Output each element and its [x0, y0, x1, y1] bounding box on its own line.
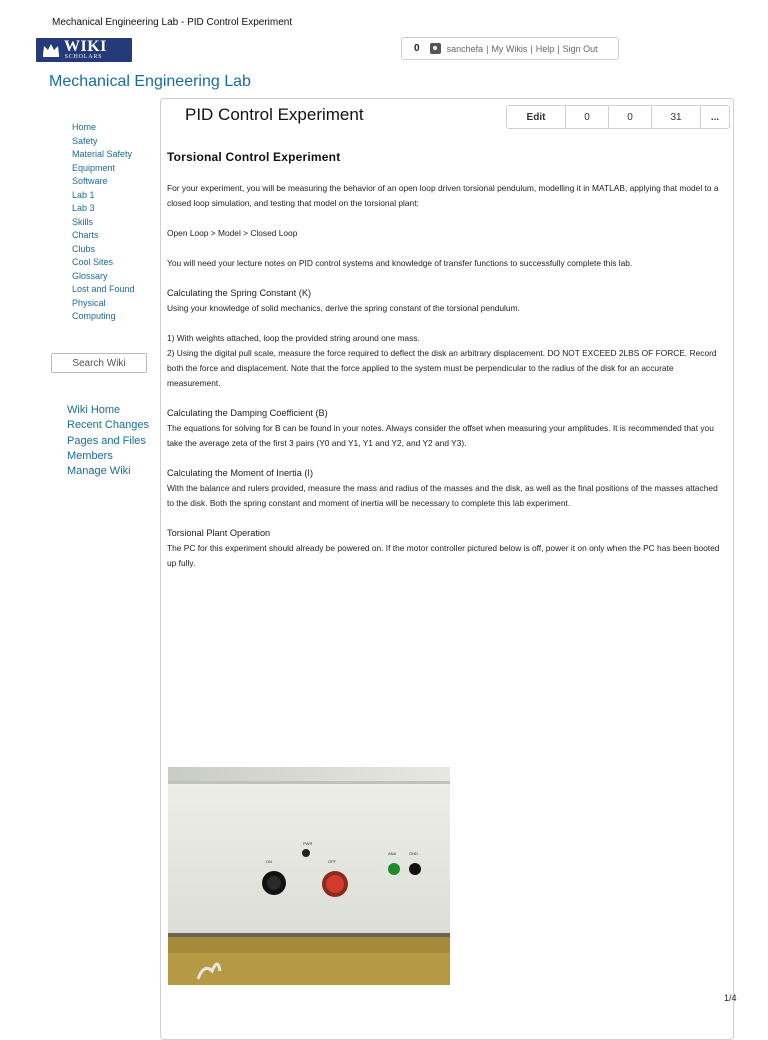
- nav-item-charts[interactable]: Charts: [72, 230, 99, 240]
- inertia-text: With the balance and rulers provided, measure the mass and radius of the masses and the disk, as well as the final positions of the masses attached to the disk. Both the spring constant and moment of inertia will be necessary to complete this lab experiment.: [167, 483, 718, 508]
- search-wiki-input[interactable]: Search Wiki: [51, 353, 147, 373]
- user-avatar-icon[interactable]: ☻: [431, 45, 439, 52]
- page-title: PID Control Experiment: [185, 105, 364, 124]
- nav-item-computing[interactable]: Computing: [72, 311, 116, 321]
- damping-section: [167, 406, 722, 451]
- sign-out-link[interactable]: Sign Out: [562, 43, 598, 54]
- nav-manage-wiki[interactable]: Manage Wiki: [67, 465, 131, 478]
- help-link[interactable]: Help: [535, 43, 555, 54]
- nav-item-physical[interactable]: Physical: [72, 297, 106, 308]
- on-label: ON: [266, 859, 272, 864]
- nav-item-software[interactable]: Software: [72, 176, 108, 186]
- gnd-jack: [409, 863, 421, 875]
- revisions-count-button[interactable]: 31: [652, 106, 701, 128]
- nav-item-skills[interactable]: Skills: [72, 216, 94, 227]
- gnd-label: GND: [409, 851, 418, 856]
- nav-item-safety[interactable]: Safety: [72, 135, 98, 146]
- motor-controller-photo: [168, 767, 450, 985]
- username-link[interactable]: sanchefa: [446, 43, 484, 54]
- step-2: 2) Using the digital pull scale, measure the force required to deflect the disk an arbitrary displacement. DO NOT EXCEED 2LBS OF FORCE. Record both the force and displacement. Note that the force applied to the system must be perpendicular to the radius of the disk for an accurate measurement.: [167, 348, 717, 388]
- crown-icon: [42, 43, 60, 57]
- nav-recent-changes[interactable]: Recent Changes: [67, 419, 149, 432]
- more-actions-button[interactable]: ...: [710, 111, 720, 123]
- flow-paragraph: Open Loop > Model > Closed Loop: [167, 228, 298, 238]
- page-content: [167, 150, 722, 586]
- ana-label: ANA: [388, 851, 397, 856]
- spring-section: [167, 286, 722, 316]
- damping-text: The equations for solving for B can be found in your notes. Always consider the offset when measuring your amplitudes. It is recommended that you take the average zeta of the first 3 pairs (Y0 and Y1, Y1 and Y2, and Y2 and Y3).: [167, 423, 714, 448]
- logo-word: WIKI: [64, 38, 107, 55]
- site-title[interactable]: Mechanical Engineering Lab: [49, 73, 251, 90]
- follow-count-button[interactable]: 0: [609, 106, 652, 128]
- pwr-indicator: [302, 849, 310, 857]
- inertia-title: Calculating the Moment of Inertia (I): [167, 468, 314, 478]
- plant-text: The PC for this experiment should already be powered on. If the motor controller pictured below is off, power it on only when the PC has been booted up fully.: [167, 543, 720, 568]
- nav-wiki-home[interactable]: Wiki Home: [67, 404, 121, 416]
- notification-count[interactable]: 0: [414, 43, 420, 54]
- spring-title: Calculating the Spring Constant (K): [167, 288, 312, 298]
- user-bar: 0 ☻ sanchefa | My Wikis | Help | Sign Out: [401, 37, 619, 60]
- wiki-nav: [52, 403, 152, 479]
- content-heading: Torsional Control Experiment: [167, 150, 341, 164]
- nav-item-lab-3[interactable]: Lab 3: [72, 203, 95, 213]
- my-wikis-link[interactable]: My Wikis: [491, 43, 528, 54]
- nav-members[interactable]: Members: [67, 449, 113, 462]
- off-label: OFF: [328, 859, 336, 864]
- logo-subword: SCHOLARS: [64, 54, 103, 60]
- wiki-scholars-logo[interactable]: [36, 38, 132, 62]
- sidebar-nav: [72, 121, 135, 324]
- spring-text: Using your knowledge of solid mechanics, derive the spring constant of the torsional pendulum.: [167, 303, 520, 313]
- print-header: Mechanical Engineering Lab - PID Control Experiment: [52, 17, 293, 28]
- damping-title: Calculating the Damping Coefficient (B): [167, 408, 328, 418]
- pwr-label: PWR: [303, 841, 313, 846]
- nav-item-clubs[interactable]: Clubs: [72, 243, 96, 254]
- nav-item-equipment[interactable]: Equipment: [72, 162, 116, 173]
- step-1: 1) With weights attached, loop the provided string around one mass.: [167, 333, 420, 343]
- intro-paragraph: For your experiment, you will be measuring the behavior of an open loop driven torsional pendulum, modelling it in MATLAB, applying that model to a closed loop simulation, and testing that model on the torsional plant:: [167, 183, 719, 208]
- nav-pages-and-files[interactable]: Pages and Files: [67, 434, 146, 447]
- edit-button[interactable]: Edit: [507, 106, 566, 128]
- nav-item-lost-and-found[interactable]: Lost and Found: [72, 284, 135, 294]
- page-number: 1/4: [724, 993, 737, 1003]
- inertia-section: [167, 466, 722, 511]
- notes-paragraph: You will need your lecture notes on PID control systems and knowledge of transfer functions to successfully complete this lab.: [167, 258, 633, 268]
- nav-item-home[interactable]: Home: [72, 122, 97, 132]
- ana-jack: [388, 863, 400, 875]
- nav-item-glossary[interactable]: Glossary: [72, 270, 108, 281]
- plant-section: [167, 526, 722, 571]
- nav-item-lab-1[interactable]: Lab 1: [72, 189, 95, 200]
- nav-item-cool-sites[interactable]: Cool Sites: [72, 257, 114, 267]
- steps-section: [167, 331, 722, 391]
- plant-title: Torsional Plant Operation: [167, 528, 271, 538]
- nav-item-material-safety[interactable]: Material Safety: [72, 149, 133, 159]
- page-actions: [506, 105, 730, 129]
- comments-count-button[interactable]: 0: [566, 106, 609, 128]
